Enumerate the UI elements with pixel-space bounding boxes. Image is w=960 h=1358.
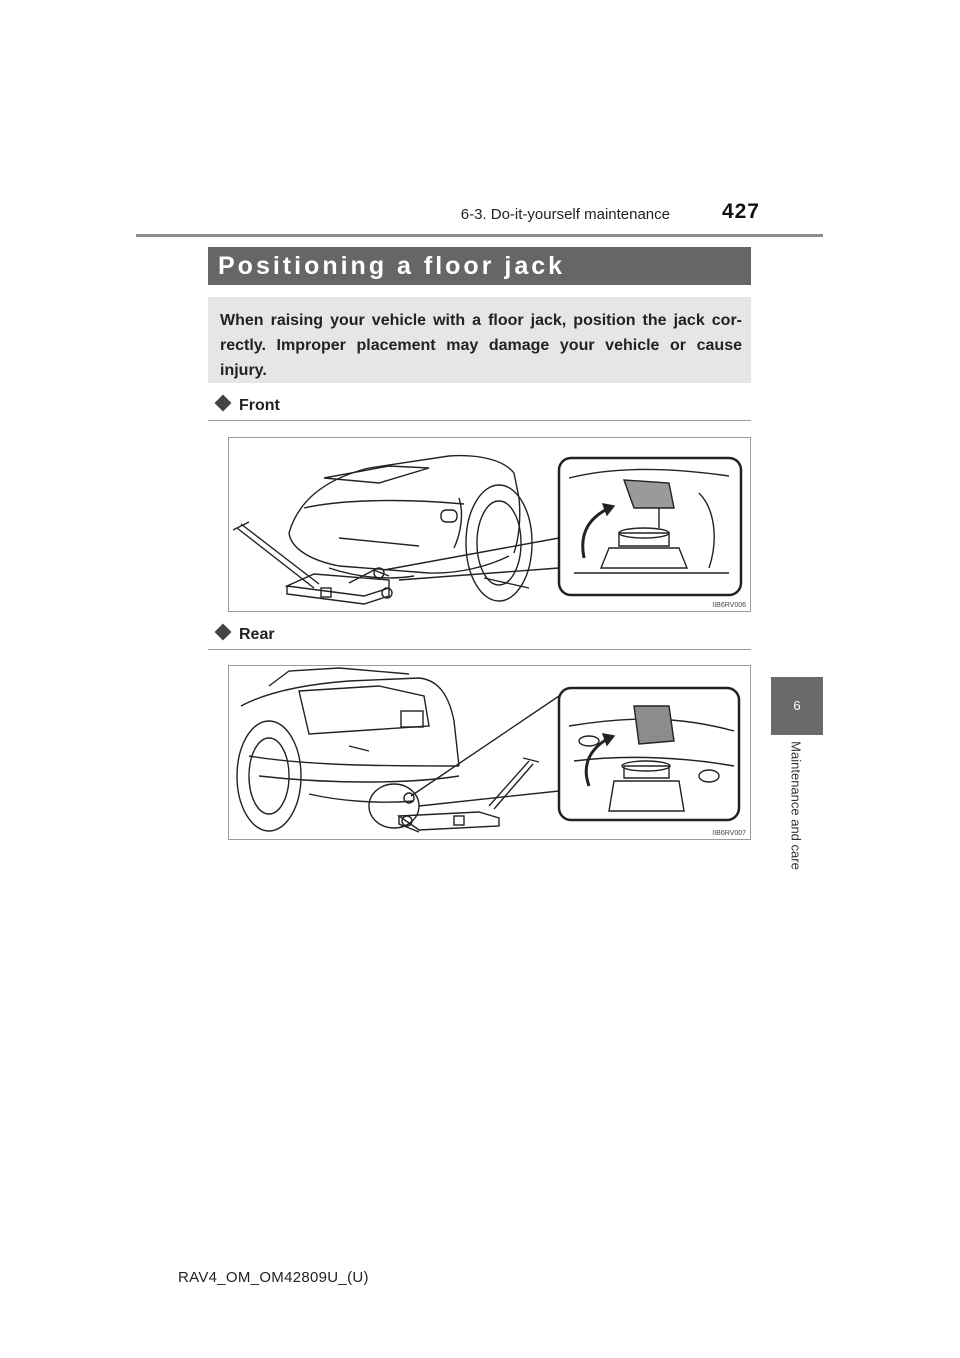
subheading-front-rule — [208, 420, 751, 421]
figure-rear-code: IIB6RV007 — [712, 830, 746, 837]
subheading-rear — [217, 626, 275, 644]
chapter-number: 6 — [793, 698, 801, 713]
intro-box — [208, 297, 751, 383]
chapter-title: Maintenance and care — [788, 741, 804, 870]
figure-front — [228, 437, 751, 612]
diamond-bullet-icon — [215, 395, 232, 412]
title-bar — [208, 247, 751, 285]
footer-code: RAV4_OM_OM42809U_(U) — [178, 1269, 369, 1286]
rear-jack-illustration — [229, 666, 750, 839]
page-title: Positioning a floor jack — [218, 252, 566, 280]
header-rule — [136, 234, 823, 237]
page-number: 427 — [721, 200, 760, 223]
subheading-front — [217, 397, 280, 415]
figure-rear — [228, 665, 751, 840]
subheading-front-label: Front — [239, 397, 280, 414]
section-header: 6-3. Do-it-yourself maintenance — [460, 206, 670, 223]
intro-text: When raising your vehicle with a floor jack, position the jack cor- rectly. Improper placement may damage your vehicle or cause injury. — [220, 312, 742, 379]
diamond-bullet-icon — [215, 624, 232, 641]
subheading-rear-label: Rear — [239, 626, 275, 643]
figure-front-code: IIB6RV006 — [712, 602, 746, 609]
subheading-rear-rule — [208, 649, 751, 650]
front-jack-illustration — [229, 438, 750, 611]
